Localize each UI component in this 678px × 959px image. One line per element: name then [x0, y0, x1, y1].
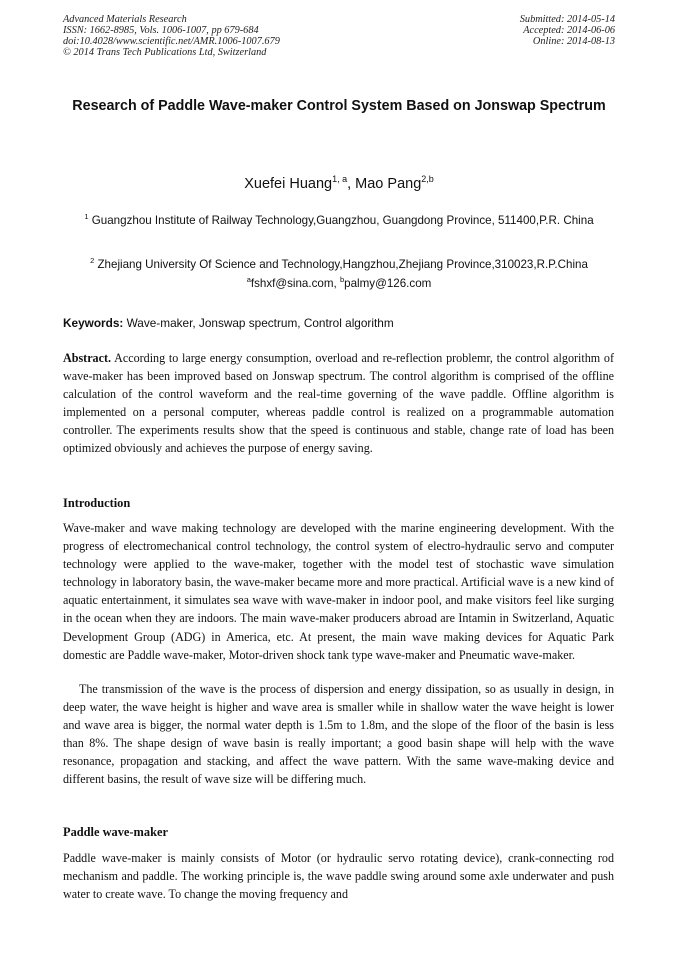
author-affiliation-mark: 1, a [332, 174, 348, 184]
keywords-text: Wave-maker, Jonswap spectrum, Control algorithm [126, 316, 394, 330]
abstract-label: Abstract. [63, 351, 112, 365]
abstract [63, 349, 614, 458]
abstract-text: According to large energy consumption, overload and re-reflection problemr, the control algorithm of wave-maker has been improved based on Jonswap spectrum. The control algorithm is comprised of the offline calculation of the control waveform and the real-time governing of the wave paddle. Offline algorithm is implemented on a personal computer, whereas paddle control is realized on a programmable automation controller. The experiments results show that the speed is continuous and stable, change rate of load has been optimized obviously and achieves the purpose of energy saving. [63, 351, 615, 456]
email-mark: b [339, 275, 345, 284]
date-accepted: Accepted: 2014-06-06 [523, 25, 615, 36]
section-heading: Paddle wave-maker [63, 825, 168, 839]
affiliation [63, 251, 615, 274]
affiliation-text: Guangzhou Institute of Railway Technology,Guangzhou, Guangdong Province, 511400,P.R. China [91, 214, 594, 227]
email-link[interactable]: palmy@126.com [344, 277, 432, 290]
date-online: Online: 2014-08-13 [532, 36, 615, 47]
submission-dates [520, 14, 615, 47]
author-emails [0, 275, 678, 290]
author-name: Xuefei Huang [244, 176, 333, 192]
affiliation-number: 2 [90, 256, 95, 265]
affiliation-text: Zhejiang University Of Science and Technology,Hangzhou,Zhejiang Province,310023,R.P.China [97, 258, 588, 271]
affiliation [63, 207, 615, 230]
paper-title: Research of Paddle Wave-maker Control System Based on Jonswap Spectrum [72, 98, 606, 114]
email-mark: a [246, 275, 251, 284]
keywords-label: Keywords: [63, 316, 124, 330]
keywords [63, 316, 615, 330]
paragraph: The transmission of the wave is the process of dispersion and energy dissipation, so as usually in design, in deep water, the wave height is higher and wave area is smaller while in shallow water the wave height is lower and wave area is bigger, the normal water depth is 1.5m to 1.8m, and the slope of the floor of the basin is less than 8%. The shape design of wave basin is really important; a good basin shape will help with the wave resonance, propagation and stacking, and affect the wave pattern. With the same wave-making device and different basins, the result of wave size will be differing much. [63, 682, 614, 787]
author-line [0, 174, 678, 192]
journal-doi: doi:10.4028/www.scientific.net/AMR.1006-1007.679 [63, 36, 280, 47]
paragraph: Paddle wave-maker is mainly consists of Motor (or hydraulic servo rotating device), crank-connecting rod mechanism and paddle. The working principle is, the wave paddle swing around some axle underwater and push water to create wave. To change the moving frequency and [63, 851, 614, 902]
affiliation-number: 1 [84, 212, 89, 221]
journal-copyright: © 2014 Trans Tech Publications Ltd, Switzerland [63, 47, 267, 58]
paragraph: Wave-maker and wave making technology are developed with the marine engineering development. With the progress of electromechanical control technology, the control system of electro-hydraulic servo and computer technology were applied to the wave-maker, together with the model test of stochastic wave simulation technology in laboratory basin, the wave-maker became more and more practical. Artificial wave is a new kind of aquatic entertainment, it simulates sea wave with wave-maker in indoor pool, and make visitors feel like surging in the ocean when they are indoors. The main wave-maker producers abroad are Intamin in Switzerland, Aquatic Development Group (ADG) in America, etc. At present, the main wave making devices for Aquatic Park domestic are Paddle wave-maker, Motor-driven shock tank type wave-maker and Pneumatic wave-maker. [63, 521, 614, 662]
section-heading: Introduction [63, 496, 131, 510]
journal-name: Advanced Materials Research [63, 14, 187, 25]
author-affiliation-mark: 2,b [421, 174, 434, 184]
author-separator: , [347, 176, 352, 192]
journal-issn: ISSN: 1662-8985, Vols. 1006-1007, pp 679-684 [63, 25, 259, 36]
author-name: Mao Pang [355, 176, 422, 192]
email-link[interactable]: fshxf@sina.com, [250, 277, 337, 290]
journal-info [63, 14, 280, 58]
date-submitted: Submitted: 2014-05-14 [519, 14, 615, 25]
